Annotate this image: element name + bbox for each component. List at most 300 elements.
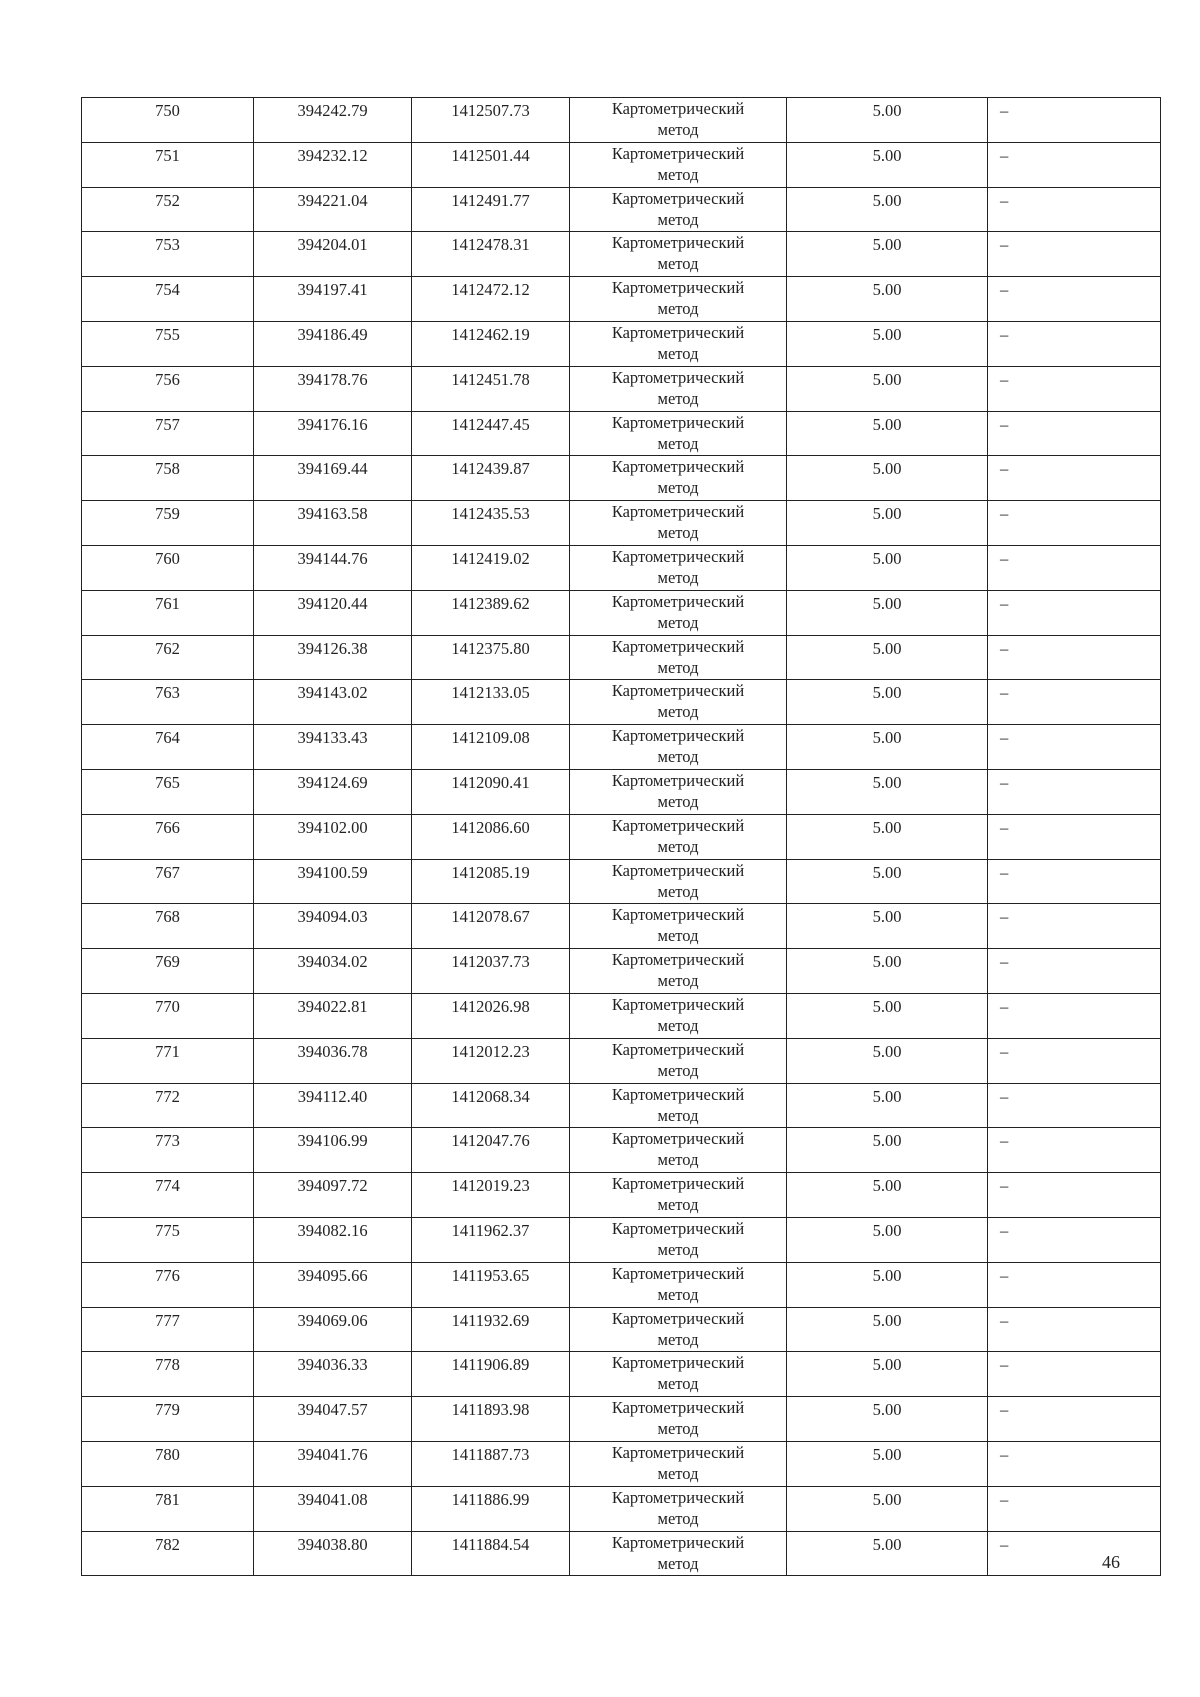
method-cell [570, 142, 787, 187]
table-row [82, 725, 1161, 770]
accuracy-cell: 5.00 [787, 366, 988, 411]
description-cell [988, 1038, 1161, 1083]
description-cell [988, 366, 1161, 411]
y-coordinate-cell: 1412037.73 [412, 949, 570, 994]
description-text: – [1000, 280, 1009, 300]
x-coordinate-cell: 394094.03 [254, 904, 412, 949]
description-text: – [1000, 1310, 1009, 1330]
description-cell [988, 232, 1161, 277]
accuracy-cell: 5.00 [787, 1128, 988, 1173]
point-number-cell: 765 [82, 769, 254, 814]
method-line-1: Картометрический [611, 502, 745, 522]
y-coordinate-cell: 1412078.67 [412, 904, 570, 949]
x-coordinate-cell: 394095.66 [254, 1262, 412, 1307]
method-line-1: Картометрический [611, 188, 745, 208]
method-cell [570, 1038, 787, 1083]
description-text: – [1000, 145, 1009, 165]
description-cell [988, 680, 1161, 725]
accuracy-cell: 5.00 [787, 635, 988, 680]
table-row [82, 590, 1161, 635]
accuracy-cell: 5.00 [787, 1038, 988, 1083]
description-cell [988, 949, 1161, 994]
point-number-cell: 750 [82, 98, 254, 143]
description-text: – [1000, 1220, 1009, 1240]
method-line-1: Картометрический [611, 278, 745, 298]
description-text: – [1000, 548, 1009, 568]
description-cell [988, 1352, 1161, 1397]
x-coordinate-cell: 394197.41 [254, 277, 412, 322]
description-text: – [1000, 862, 1009, 882]
accuracy-cell: 5.00 [787, 1217, 988, 1262]
method-line-2: метод [657, 1105, 699, 1125]
x-coordinate-cell: 394041.76 [254, 1441, 412, 1486]
method-cell [570, 1397, 787, 1442]
method-line-1: Картометрический [611, 681, 745, 701]
method-line-2: метод [657, 343, 699, 363]
point-number-cell: 775 [82, 1217, 254, 1262]
y-coordinate-cell: 1411893.98 [412, 1397, 570, 1442]
method-line-1: Картометрический [611, 860, 745, 880]
point-number-cell: 761 [82, 590, 254, 635]
method-line-1: Картометрический [611, 591, 745, 611]
x-coordinate-cell: 394143.02 [254, 680, 412, 725]
description-cell [988, 411, 1161, 456]
table-row [82, 277, 1161, 322]
y-coordinate-cell: 1412435.53 [412, 501, 570, 546]
accuracy-cell: 5.00 [787, 1531, 988, 1576]
description-text: – [1000, 1041, 1009, 1061]
method-cell [570, 1173, 787, 1218]
y-coordinate-cell: 1412109.08 [412, 725, 570, 770]
description-text: – [1000, 369, 1009, 389]
y-coordinate-cell: 1411932.69 [412, 1307, 570, 1352]
y-coordinate-cell: 1412472.12 [412, 277, 570, 322]
description-cell [988, 1397, 1161, 1442]
x-coordinate-cell: 394126.38 [254, 635, 412, 680]
table-row [82, 904, 1161, 949]
method-line-1: Картометрический [611, 1263, 745, 1283]
description-cell [988, 1217, 1161, 1262]
accuracy-cell: 5.00 [787, 545, 988, 590]
method-line-2: метод [657, 791, 699, 811]
description-text: – [1000, 235, 1009, 255]
accuracy-cell: 5.00 [787, 949, 988, 994]
description-cell [988, 814, 1161, 859]
x-coordinate-cell: 394186.49 [254, 321, 412, 366]
table-row [82, 1128, 1161, 1173]
y-coordinate-cell: 1412439.87 [412, 456, 570, 501]
method-cell [570, 232, 787, 277]
accuracy-cell: 5.00 [787, 1352, 988, 1397]
accuracy-cell: 5.00 [787, 232, 988, 277]
accuracy-cell: 5.00 [787, 1262, 988, 1307]
point-number-cell: 771 [82, 1038, 254, 1083]
y-coordinate-cell: 1411884.54 [412, 1531, 570, 1576]
point-number-cell: 755 [82, 321, 254, 366]
method-line-2: метод [657, 388, 699, 408]
x-coordinate-cell: 394178.76 [254, 366, 412, 411]
y-coordinate-cell: 1412047.76 [412, 1128, 570, 1173]
point-number-cell: 777 [82, 1307, 254, 1352]
method-cell [570, 949, 787, 994]
description-text: – [1000, 996, 1009, 1016]
y-coordinate-cell: 1412133.05 [412, 680, 570, 725]
description-text: – [1000, 1086, 1009, 1106]
method-line-2: метод [657, 1239, 699, 1259]
table-row [82, 321, 1161, 366]
description-cell [988, 859, 1161, 904]
point-number-cell: 782 [82, 1531, 254, 1576]
table-row [82, 366, 1161, 411]
y-coordinate-cell: 1412375.80 [412, 635, 570, 680]
description-cell [988, 635, 1161, 680]
description-cell [988, 904, 1161, 949]
accuracy-cell: 5.00 [787, 1307, 988, 1352]
point-number-cell: 776 [82, 1262, 254, 1307]
method-cell [570, 859, 787, 904]
table-row [82, 1397, 1161, 1442]
x-coordinate-cell: 394022.81 [254, 993, 412, 1038]
method-line-2: метод [657, 657, 699, 677]
x-coordinate-cell: 394036.33 [254, 1352, 412, 1397]
description-text: – [1000, 907, 1009, 927]
point-number-cell: 756 [82, 366, 254, 411]
method-line-2: метод [657, 1015, 699, 1035]
description-text: – [1000, 1131, 1009, 1151]
x-coordinate-cell: 394082.16 [254, 1217, 412, 1262]
table-row [82, 1083, 1161, 1128]
accuracy-cell: 5.00 [787, 680, 988, 725]
method-line-2: метод [657, 836, 699, 856]
description-cell [988, 1531, 1161, 1576]
accuracy-cell: 5.00 [787, 814, 988, 859]
description-text: – [1000, 504, 1009, 524]
table-row [82, 635, 1161, 680]
point-number-cell: 780 [82, 1441, 254, 1486]
y-coordinate-cell: 1412086.60 [412, 814, 570, 859]
method-line-1: Картометрический [611, 905, 745, 925]
description-cell [988, 321, 1161, 366]
x-coordinate-cell: 394047.57 [254, 1397, 412, 1442]
method-cell [570, 635, 787, 680]
description-cell [988, 769, 1161, 814]
accuracy-cell: 5.00 [787, 769, 988, 814]
method-cell [570, 501, 787, 546]
description-text: – [1000, 414, 1009, 434]
point-number-cell: 758 [82, 456, 254, 501]
description-text: – [1000, 683, 1009, 703]
x-coordinate-cell: 394133.43 [254, 725, 412, 770]
method-line-2: метод [657, 881, 699, 901]
method-line-1: Картометрический [611, 233, 745, 253]
description-text: – [1000, 1489, 1009, 1509]
description-cell [988, 590, 1161, 635]
point-number-cell: 766 [82, 814, 254, 859]
accuracy-cell: 5.00 [787, 1397, 988, 1442]
method-cell [570, 366, 787, 411]
method-cell [570, 321, 787, 366]
method-line-2: метод [657, 747, 699, 767]
method-line-2: метод [657, 523, 699, 543]
method-line-1: Картометрический [611, 322, 745, 342]
description-text: – [1000, 772, 1009, 792]
y-coordinate-cell: 1412419.02 [412, 545, 570, 590]
method-cell [570, 545, 787, 590]
method-line-1: Картометрический [611, 1398, 745, 1418]
method-cell [570, 1262, 787, 1307]
y-coordinate-cell: 1412451.78 [412, 366, 570, 411]
method-line-1: Картометрический [611, 770, 745, 790]
method-cell [570, 680, 787, 725]
point-number-cell: 770 [82, 993, 254, 1038]
description-text: – [1000, 190, 1009, 210]
description-cell [988, 993, 1161, 1038]
point-number-cell: 757 [82, 411, 254, 456]
method-line-2: метод [657, 702, 699, 722]
y-coordinate-cell: 1412090.41 [412, 769, 570, 814]
method-cell [570, 725, 787, 770]
point-number-cell: 760 [82, 545, 254, 590]
description-text: – [1000, 101, 1009, 120]
method-cell [570, 1486, 787, 1531]
description-cell [988, 1083, 1161, 1128]
method-line-1: Картометрический [611, 143, 745, 163]
y-coordinate-cell: 1412012.23 [412, 1038, 570, 1083]
point-number-cell: 767 [82, 859, 254, 904]
point-number-cell: 752 [82, 187, 254, 232]
description-cell [988, 187, 1161, 232]
x-coordinate-cell: 394204.01 [254, 232, 412, 277]
point-number-cell: 778 [82, 1352, 254, 1397]
point-number-cell: 774 [82, 1173, 254, 1218]
table-row [82, 949, 1161, 994]
description-cell [988, 142, 1161, 187]
description-cell [988, 545, 1161, 590]
method-line-1: Картометрический [611, 1129, 745, 1149]
accuracy-cell: 5.00 [787, 904, 988, 949]
page-number: 46 [1102, 1552, 1120, 1572]
method-line-2: метод [657, 1553, 699, 1573]
description-cell [988, 1307, 1161, 1352]
method-cell [570, 1307, 787, 1352]
x-coordinate-cell: 394232.12 [254, 142, 412, 187]
x-coordinate-cell: 394176.16 [254, 411, 412, 456]
x-coordinate-cell: 394106.99 [254, 1128, 412, 1173]
description-cell [988, 1486, 1161, 1531]
description-cell [988, 98, 1161, 143]
accuracy-cell: 5.00 [787, 187, 988, 232]
method-line-1: Картометрический [611, 726, 745, 746]
description-text: – [1000, 1355, 1009, 1375]
method-line-1: Картометрический [611, 950, 745, 970]
y-coordinate-cell: 1411906.89 [412, 1352, 570, 1397]
method-cell [570, 456, 787, 501]
table-row [82, 1531, 1161, 1576]
method-line-2: метод [657, 567, 699, 587]
method-line-1: Картометрический [611, 1174, 745, 1194]
y-coordinate-cell: 1412507.73 [412, 98, 570, 143]
description-cell [988, 1173, 1161, 1218]
table-row [82, 98, 1161, 143]
method-line-1: Картометрический [611, 1532, 745, 1552]
x-coordinate-cell: 394221.04 [254, 187, 412, 232]
accuracy-cell: 5.00 [787, 725, 988, 770]
accuracy-cell: 5.00 [787, 277, 988, 322]
method-cell [570, 590, 787, 635]
method-cell [570, 1217, 787, 1262]
method-line-1: Картометрический [611, 1039, 745, 1059]
method-line-2: метод [657, 433, 699, 453]
table-row [82, 456, 1161, 501]
point-number-cell: 768 [82, 904, 254, 949]
method-line-1: Картометрический [611, 412, 745, 432]
x-coordinate-cell: 394169.44 [254, 456, 412, 501]
y-coordinate-cell: 1412389.62 [412, 590, 570, 635]
method-line-2: метод [657, 1329, 699, 1349]
accuracy-cell: 5.00 [787, 1083, 988, 1128]
method-cell [570, 98, 787, 143]
x-coordinate-cell: 394038.80 [254, 1531, 412, 1576]
method-line-1: Картометрический [611, 1487, 745, 1507]
y-coordinate-cell: 1412491.77 [412, 187, 570, 232]
point-number-cell: 772 [82, 1083, 254, 1128]
accuracy-cell: 5.00 [787, 1441, 988, 1486]
point-number-cell: 764 [82, 725, 254, 770]
method-line-2: метод [657, 1060, 699, 1080]
point-number-cell: 779 [82, 1397, 254, 1442]
accuracy-cell: 5.00 [787, 411, 988, 456]
point-number-cell: 762 [82, 635, 254, 680]
method-line-2: метод [657, 1195, 699, 1215]
method-line-1: Картометрический [611, 994, 745, 1014]
method-cell [570, 1531, 787, 1576]
point-number-cell: 753 [82, 232, 254, 277]
method-cell [570, 277, 787, 322]
accuracy-cell: 5.00 [787, 98, 988, 143]
x-coordinate-cell: 394097.72 [254, 1173, 412, 1218]
table-row [82, 993, 1161, 1038]
description-cell [988, 456, 1161, 501]
y-coordinate-cell: 1411962.37 [412, 1217, 570, 1262]
x-coordinate-cell: 394100.59 [254, 859, 412, 904]
y-coordinate-cell: 1412019.23 [412, 1173, 570, 1218]
table-row [82, 501, 1161, 546]
table-row [82, 680, 1161, 725]
method-cell [570, 411, 787, 456]
table-row [82, 1441, 1161, 1486]
accuracy-cell: 5.00 [787, 859, 988, 904]
accuracy-cell: 5.00 [787, 993, 988, 1038]
method-line-2: метод [657, 120, 699, 139]
point-number-cell: 751 [82, 142, 254, 187]
method-line-1: Картометрический [611, 1353, 745, 1373]
method-cell [570, 1352, 787, 1397]
method-line-2: метод [657, 1150, 699, 1170]
method-line-2: метод [657, 254, 699, 274]
point-number-cell: 754 [82, 277, 254, 322]
description-text: – [1000, 1265, 1009, 1285]
method-cell [570, 1083, 787, 1128]
description-cell [988, 277, 1161, 322]
y-coordinate-cell: 1411886.99 [412, 1486, 570, 1531]
point-number-cell: 781 [82, 1486, 254, 1531]
point-number-cell: 773 [82, 1128, 254, 1173]
method-line-1: Картометрический [611, 367, 745, 387]
method-line-2: метод [657, 478, 699, 498]
method-cell [570, 993, 787, 1038]
table-row [82, 1262, 1161, 1307]
table-row [82, 769, 1161, 814]
method-line-2: метод [657, 971, 699, 991]
y-coordinate-cell: 1412026.98 [412, 993, 570, 1038]
description-text: – [1000, 459, 1009, 479]
method-line-2: метод [657, 1284, 699, 1304]
table-row [82, 545, 1161, 590]
table-row [82, 411, 1161, 456]
y-coordinate-cell: 1411887.73 [412, 1441, 570, 1486]
table-row [82, 1217, 1161, 1262]
method-line-2: метод [657, 1463, 699, 1483]
accuracy-cell: 5.00 [787, 501, 988, 546]
point-number-cell: 769 [82, 949, 254, 994]
description-cell [988, 1128, 1161, 1173]
x-coordinate-cell: 394034.02 [254, 949, 412, 994]
method-cell [570, 814, 787, 859]
method-line-1: Картометрический [611, 636, 745, 656]
method-line-1: Картометрический [611, 815, 745, 835]
method-line-1: Картометрический [611, 546, 745, 566]
method-line-2: метод [657, 209, 699, 229]
method-cell [570, 1128, 787, 1173]
y-coordinate-cell: 1412478.31 [412, 232, 570, 277]
description-text: – [1000, 638, 1009, 658]
method-line-1: Картометрический [611, 1218, 745, 1238]
x-coordinate-cell: 394112.40 [254, 1083, 412, 1128]
table-row [82, 1307, 1161, 1352]
description-text: – [1000, 952, 1009, 972]
y-coordinate-cell: 1412085.19 [412, 859, 570, 904]
description-text: – [1000, 728, 1009, 748]
table-row [82, 859, 1161, 904]
x-coordinate-cell: 394124.69 [254, 769, 412, 814]
method-line-1: Картометрический [611, 457, 745, 477]
x-coordinate-cell: 394069.06 [254, 1307, 412, 1352]
table-row [82, 232, 1161, 277]
x-coordinate-cell: 394144.76 [254, 545, 412, 590]
method-cell [570, 904, 787, 949]
table-row [82, 1038, 1161, 1083]
description-text: – [1000, 1176, 1009, 1196]
accuracy-cell: 5.00 [787, 1486, 988, 1531]
method-cell [570, 1441, 787, 1486]
method-line-1: Картометрический [611, 99, 745, 118]
x-coordinate-cell: 394242.79 [254, 98, 412, 143]
description-cell [988, 501, 1161, 546]
description-text: – [1000, 1444, 1009, 1464]
table-row [82, 1486, 1161, 1531]
method-cell [570, 187, 787, 232]
method-cell [570, 769, 787, 814]
method-line-2: метод [657, 299, 699, 319]
method-line-2: метод [657, 1419, 699, 1439]
description-text: – [1000, 817, 1009, 837]
table-row [82, 1173, 1161, 1218]
description-text: – [1000, 593, 1009, 613]
accuracy-cell: 5.00 [787, 321, 988, 366]
y-coordinate-cell: 1412068.34 [412, 1083, 570, 1128]
table-row [82, 814, 1161, 859]
method-line-2: метод [657, 1374, 699, 1394]
